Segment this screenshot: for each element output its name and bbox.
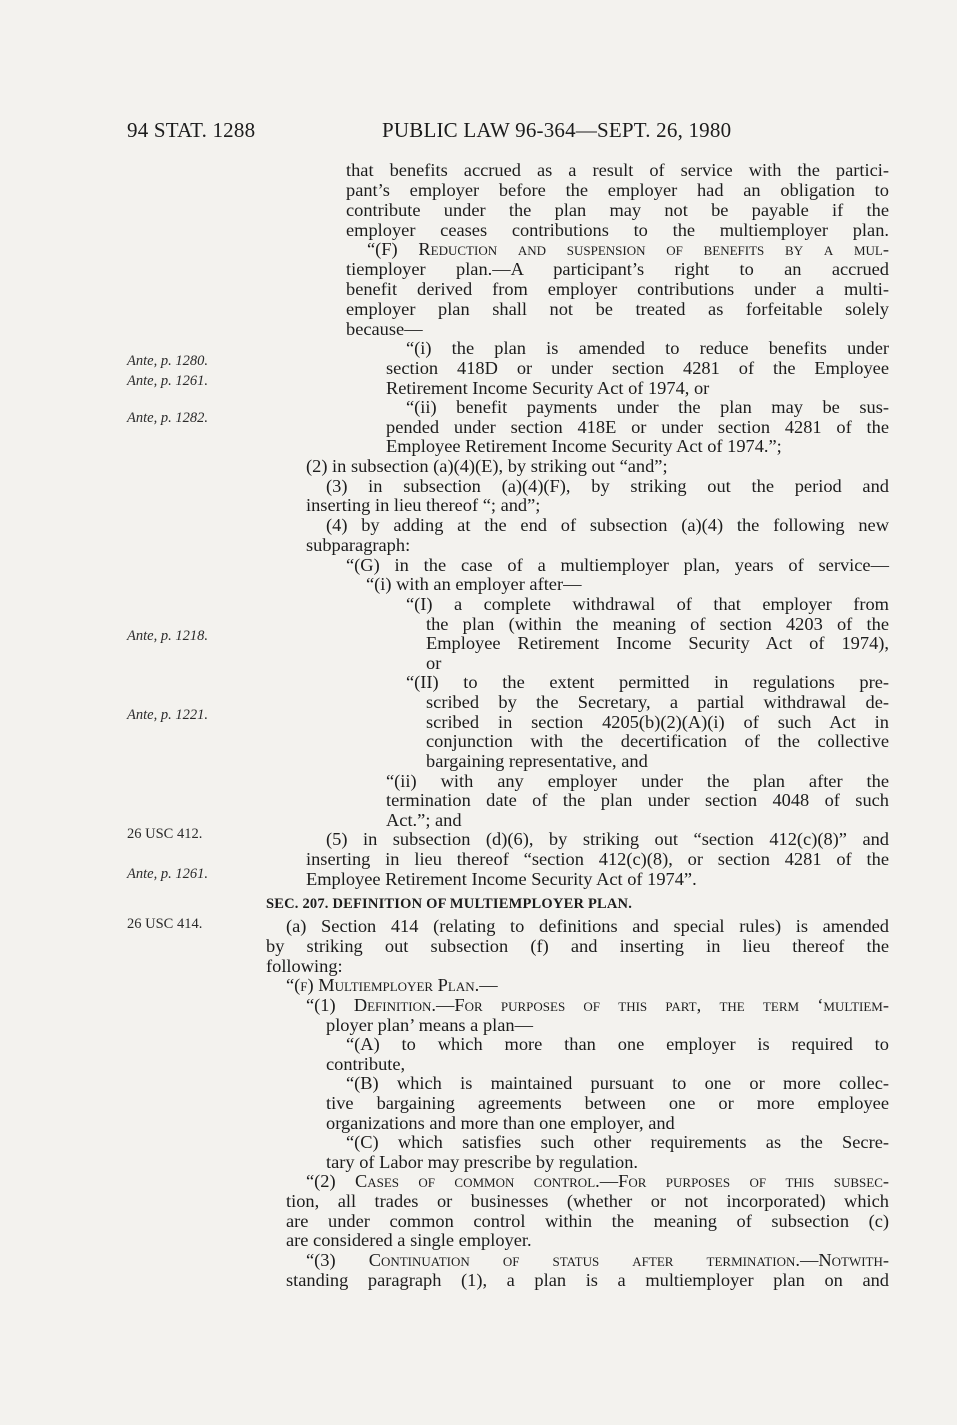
margin-note: Ante, p. 1261. (127, 373, 208, 389)
text-line: are considered a single employer. (286, 1230, 532, 1250)
text-line: “(i) the plan is amended to reduce benefits under (406, 338, 889, 358)
text-line: tion, all trades or businesses (whether or not incorporated) which (286, 1191, 889, 1211)
text-line: “(F) Reduction and suspension of benefits by a mul- (367, 239, 889, 259)
text-line: “(I) a complete withdrawal of that employer from (406, 594, 889, 614)
text-line: “(3) Continuation of status after termination.—Notwith- (306, 1250, 889, 1270)
text-line: conjunction with the decertification of the collective (426, 731, 889, 751)
text-line: tiemployer plan.—A participant’s right to an accrued (346, 259, 889, 279)
text-line: Retirement Income Security Act of 1974, or (386, 378, 710, 398)
text-line: standing paragraph (1), a plan is a multiemployer plan on and (286, 1270, 889, 1290)
margin-note: Ante, p. 1282. (127, 410, 208, 426)
text-line: “(ii) benefit payments under the plan may be sus- (406, 397, 889, 417)
text-line: because— (346, 319, 423, 339)
text-line: employer ceases contributions to the multiemployer plan. (346, 220, 889, 240)
text-line: Employee Retirement Income Security Act of 1974), (426, 633, 889, 653)
text-line: bargaining representative, and (426, 751, 648, 771)
text-line: (5) in subsection (d)(6), by striking out “section 412(c)(8)” and (326, 829, 889, 849)
text-line: “(G) in the case of a multiemployer plan, years of service— (346, 555, 889, 575)
text-line: “(2) Cases of common control.—For purposes of this subsec- (306, 1171, 889, 1191)
text-line: “(1) Definition.—For purposes of this part, the term ‘multiem- (306, 995, 889, 1015)
text-line: Employee Retirement Income Security Act of 1974.”; (386, 436, 782, 456)
text-line: tive bargaining agreements between one or more employee (326, 1093, 889, 1113)
public-law-title: PUBLIC LAW 96-364—SEPT. 26, 1980 (382, 118, 732, 142)
text-line: ployer plan’ means a plan— (326, 1015, 533, 1035)
text-line: “(f) Multiemployer Plan.— (286, 975, 498, 995)
margin-note: Ante, p. 1261. (127, 866, 208, 882)
margin-note: Ante, p. 1221. (127, 707, 208, 723)
text-line: following: (266, 956, 343, 976)
text-line: Act.”; and (386, 810, 462, 830)
text-line: (2) in subsection (a)(4)(E), by striking out “and”; (306, 456, 668, 476)
text-line: “(II) to the extent permitted in regulations pre- (406, 672, 889, 692)
text-line: “(A) to which more than one employer is required to (346, 1034, 889, 1054)
text-line: that benefits accrued as a result of service with the partici- (346, 160, 889, 180)
text-line: “(B) which is maintained pursuant to one or more collec- (346, 1073, 889, 1093)
margin-note: 26 USC 414. (127, 916, 203, 932)
text-line: pended under section 418E or under section 4281 of the (386, 417, 889, 437)
margin-note: Ante, p. 1218. (127, 628, 208, 644)
text-line: by striking out subsection (f) and inserting in lieu thereof the (266, 936, 889, 956)
text-line: inserting in lieu thereof “section 412(c)(8), or section 4281 of the (306, 849, 889, 869)
text-line: “(ii) with any employer under the plan after the (386, 771, 889, 791)
stat-page-number: 94 STAT. 1288 (127, 118, 256, 142)
text-line: (4) by adding at the end of subsection (a)(4) the following new (326, 515, 889, 535)
text-line: scribed in section 4205(b)(2)(A)(i) of such Act in (426, 712, 889, 732)
text-line: “(C) which satisfies such other requirements as the Secre- (346, 1132, 889, 1152)
text-line: organizations and more than one employer, and (326, 1113, 675, 1133)
text-line: “(i) with an employer after— (366, 574, 582, 594)
margin-note: Ante, p. 1280. (127, 353, 208, 369)
text-line: inserting in lieu thereof “; and”; (306, 495, 541, 515)
text-line: contribute, (326, 1054, 406, 1074)
text-line: (3) in subsection (a)(4)(F), by striking out the period and (326, 476, 889, 496)
text-line: termination date of the plan under section 4048 of such (386, 790, 889, 810)
text-line: employer plan shall not be treated as forfeitable solely (346, 299, 889, 319)
text-line: pant’s employer before the employer had an obligation to (346, 180, 889, 200)
page-header (0, 118, 957, 148)
margin-note: 26 USC 412. (127, 826, 203, 842)
text-line: or (426, 653, 442, 673)
text-line: section 418D or under section 4281 of the Employee (386, 358, 889, 378)
text-line: Employee Retirement Income Security Act of 1974”. (306, 869, 697, 889)
text-line: tary of Labor may prescribe by regulation. (326, 1152, 639, 1172)
section-heading: SEC. 207. DEFINITION OF MULTIEMPLOYER PLAN. (266, 896, 633, 912)
text-line: subparagraph: (306, 535, 411, 555)
text-line: the plan (within the meaning of section 4203 of the (426, 614, 889, 634)
text-line: scribed by the Secretary, a partial withdrawal de- (426, 692, 889, 712)
text-line: (a) Section 414 (relating to definitions and special rules) is amended (286, 916, 889, 936)
text-line: are under common control within the meaning of subsection (c) (286, 1211, 889, 1231)
text-line: contribute under the plan may not be payable if the (346, 200, 889, 220)
text-line: benefit derived from employer contributions under a multi- (346, 279, 889, 299)
